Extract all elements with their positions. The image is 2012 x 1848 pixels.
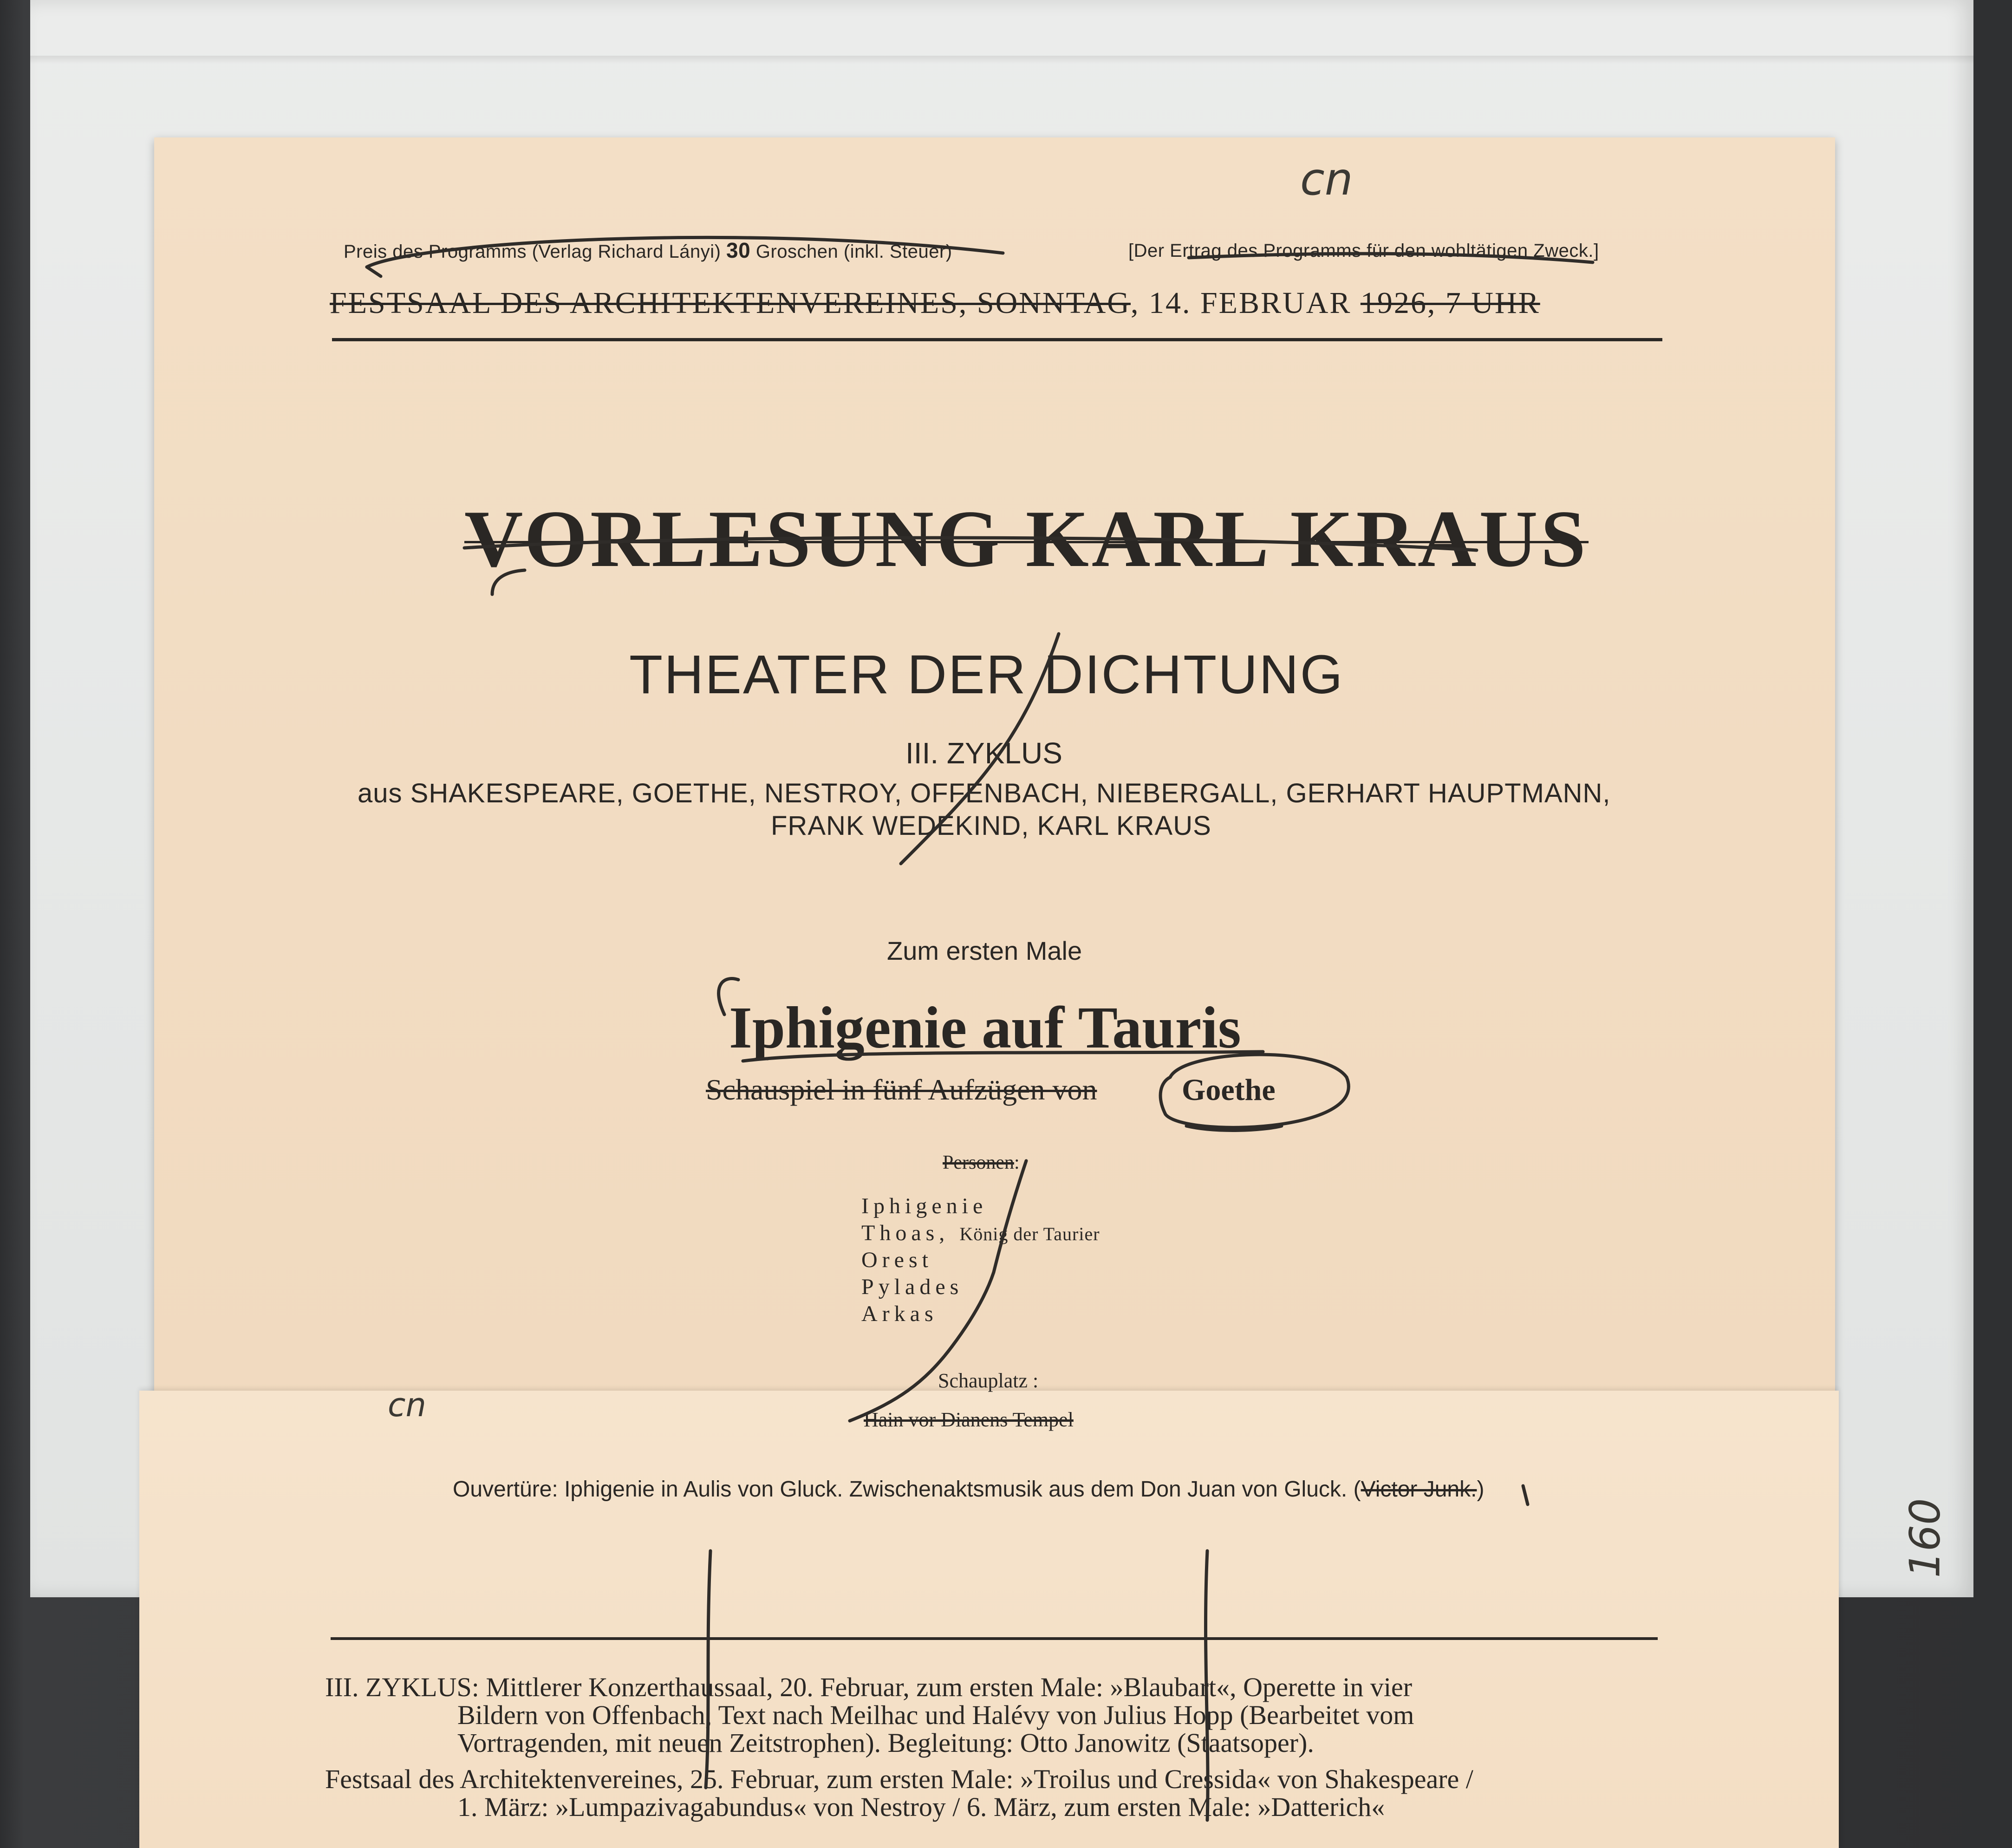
music-text: Ouvertüre: Iphigenie in Aulis von Gluck. Zwischenaktsmusik aus dem Don Juan von Gluck.	[453, 1477, 1348, 1502]
cast-heading-colon: :	[1014, 1152, 1020, 1173]
program-entry-1-line-3: Vortragenden, mit neuen Zeitstrophen). Begleitung: Otto Janowitz (Staatsoper).	[457, 1728, 1314, 1758]
role-note: König der Taurier	[959, 1223, 1100, 1244]
author-circle	[1160, 1054, 1348, 1127]
vertical-stroke-1	[901, 634, 1059, 864]
authors-line-1: aus SHAKESPEARE, GOETHE, NESTROY, OFFENBACH, NIEBERGALL, GERHART HAUPTMANN,	[358, 778, 1611, 808]
role-name: Iphigenie	[861, 1194, 988, 1218]
music-struck: Victor Junk.	[1361, 1477, 1477, 1502]
proceeds-note: [Der Ertrag des Programms für den wohltätigen Zweck.]	[1128, 241, 1599, 261]
handwritten-page-number: 160	[1901, 1498, 1950, 1578]
vertical-stroke-4	[1205, 1551, 1208, 1820]
program-entry-1-line-1: III. ZYKLUS: Mittlerer Konzerthaussaal, 20. Februar, zum ersten Male: »Blaubart«, Operette in vier	[325, 1672, 1413, 1702]
program-entry-1-line-2: Bildern von Offenbach, Text nach Meilhac und Halévy von Julius Hopp (Bearbeitet vom	[457, 1700, 1414, 1730]
play-title: Iphigenie auf Tauris	[729, 995, 1241, 1061]
subtitle: THEATER DER DICHTUNG	[629, 644, 1344, 705]
ertrag-strike-stroke	[1189, 254, 1593, 262]
vertical-stroke-2	[952, 1161, 1026, 1347]
authors-line-2: FRANK WEDEKIND, KARL KRAUS	[771, 811, 1211, 841]
role-name: Thoas,	[861, 1221, 950, 1245]
scene-text: Hain vor Dianens Tempel	[864, 1408, 1074, 1431]
scene-label: Schauplatz :	[938, 1369, 1039, 1392]
role-name: Arkas	[861, 1301, 938, 1326]
play-author: Goethe	[1182, 1073, 1276, 1107]
play-title-underline	[743, 1052, 1263, 1061]
price-suffix: Groschen (inkl. Steuer)	[755, 241, 952, 262]
handwritten-side-mark: cn	[388, 1386, 426, 1424]
cycle-label: III. ZYKLUS	[905, 736, 1062, 770]
price-amount: 30	[726, 238, 751, 262]
title-strike-stroke	[464, 538, 1477, 550]
main-title: VORLESUNG KARL KRAUS	[464, 494, 1589, 584]
venue-struck: FESTSAAL DES ARCHITEKTENVEREINES, SONNTAG	[330, 286, 1131, 320]
cast-heading-text: Personen	[943, 1152, 1014, 1173]
date-kept: , 14. FEBRUAR	[1130, 286, 1352, 320]
program-entry-2-line-2: 1. März: »Lumpazivagabundus« von Nestroy / 6. März, zum ersten Male: »Datterich«	[457, 1792, 1385, 1822]
music-paren-close: )	[1477, 1477, 1485, 1502]
music-paren-open: (	[1353, 1477, 1361, 1502]
price-prefix: Preis des Programms (Verlag Richard Lányi)	[344, 241, 721, 262]
role-name: Pylades	[861, 1275, 964, 1299]
first-time-note: Zum ersten Male	[887, 936, 1082, 965]
year-struck: 1926, 7 UHR	[1360, 286, 1540, 320]
price-strike-stroke	[367, 237, 1003, 267]
vertical-stroke-3	[706, 1551, 710, 1788]
role-name: Orest	[861, 1248, 933, 1272]
handwritten-top-mark: cn	[1300, 153, 1353, 205]
play-genre: Schauspiel in fünf Aufzügen von	[706, 1073, 1097, 1106]
program-entry-2-line-1: Festsaal des Architektenvereines, 25. Februar, zum ersten Male: »Troilus und Cressida« von Shakespeare /	[325, 1764, 1473, 1794]
